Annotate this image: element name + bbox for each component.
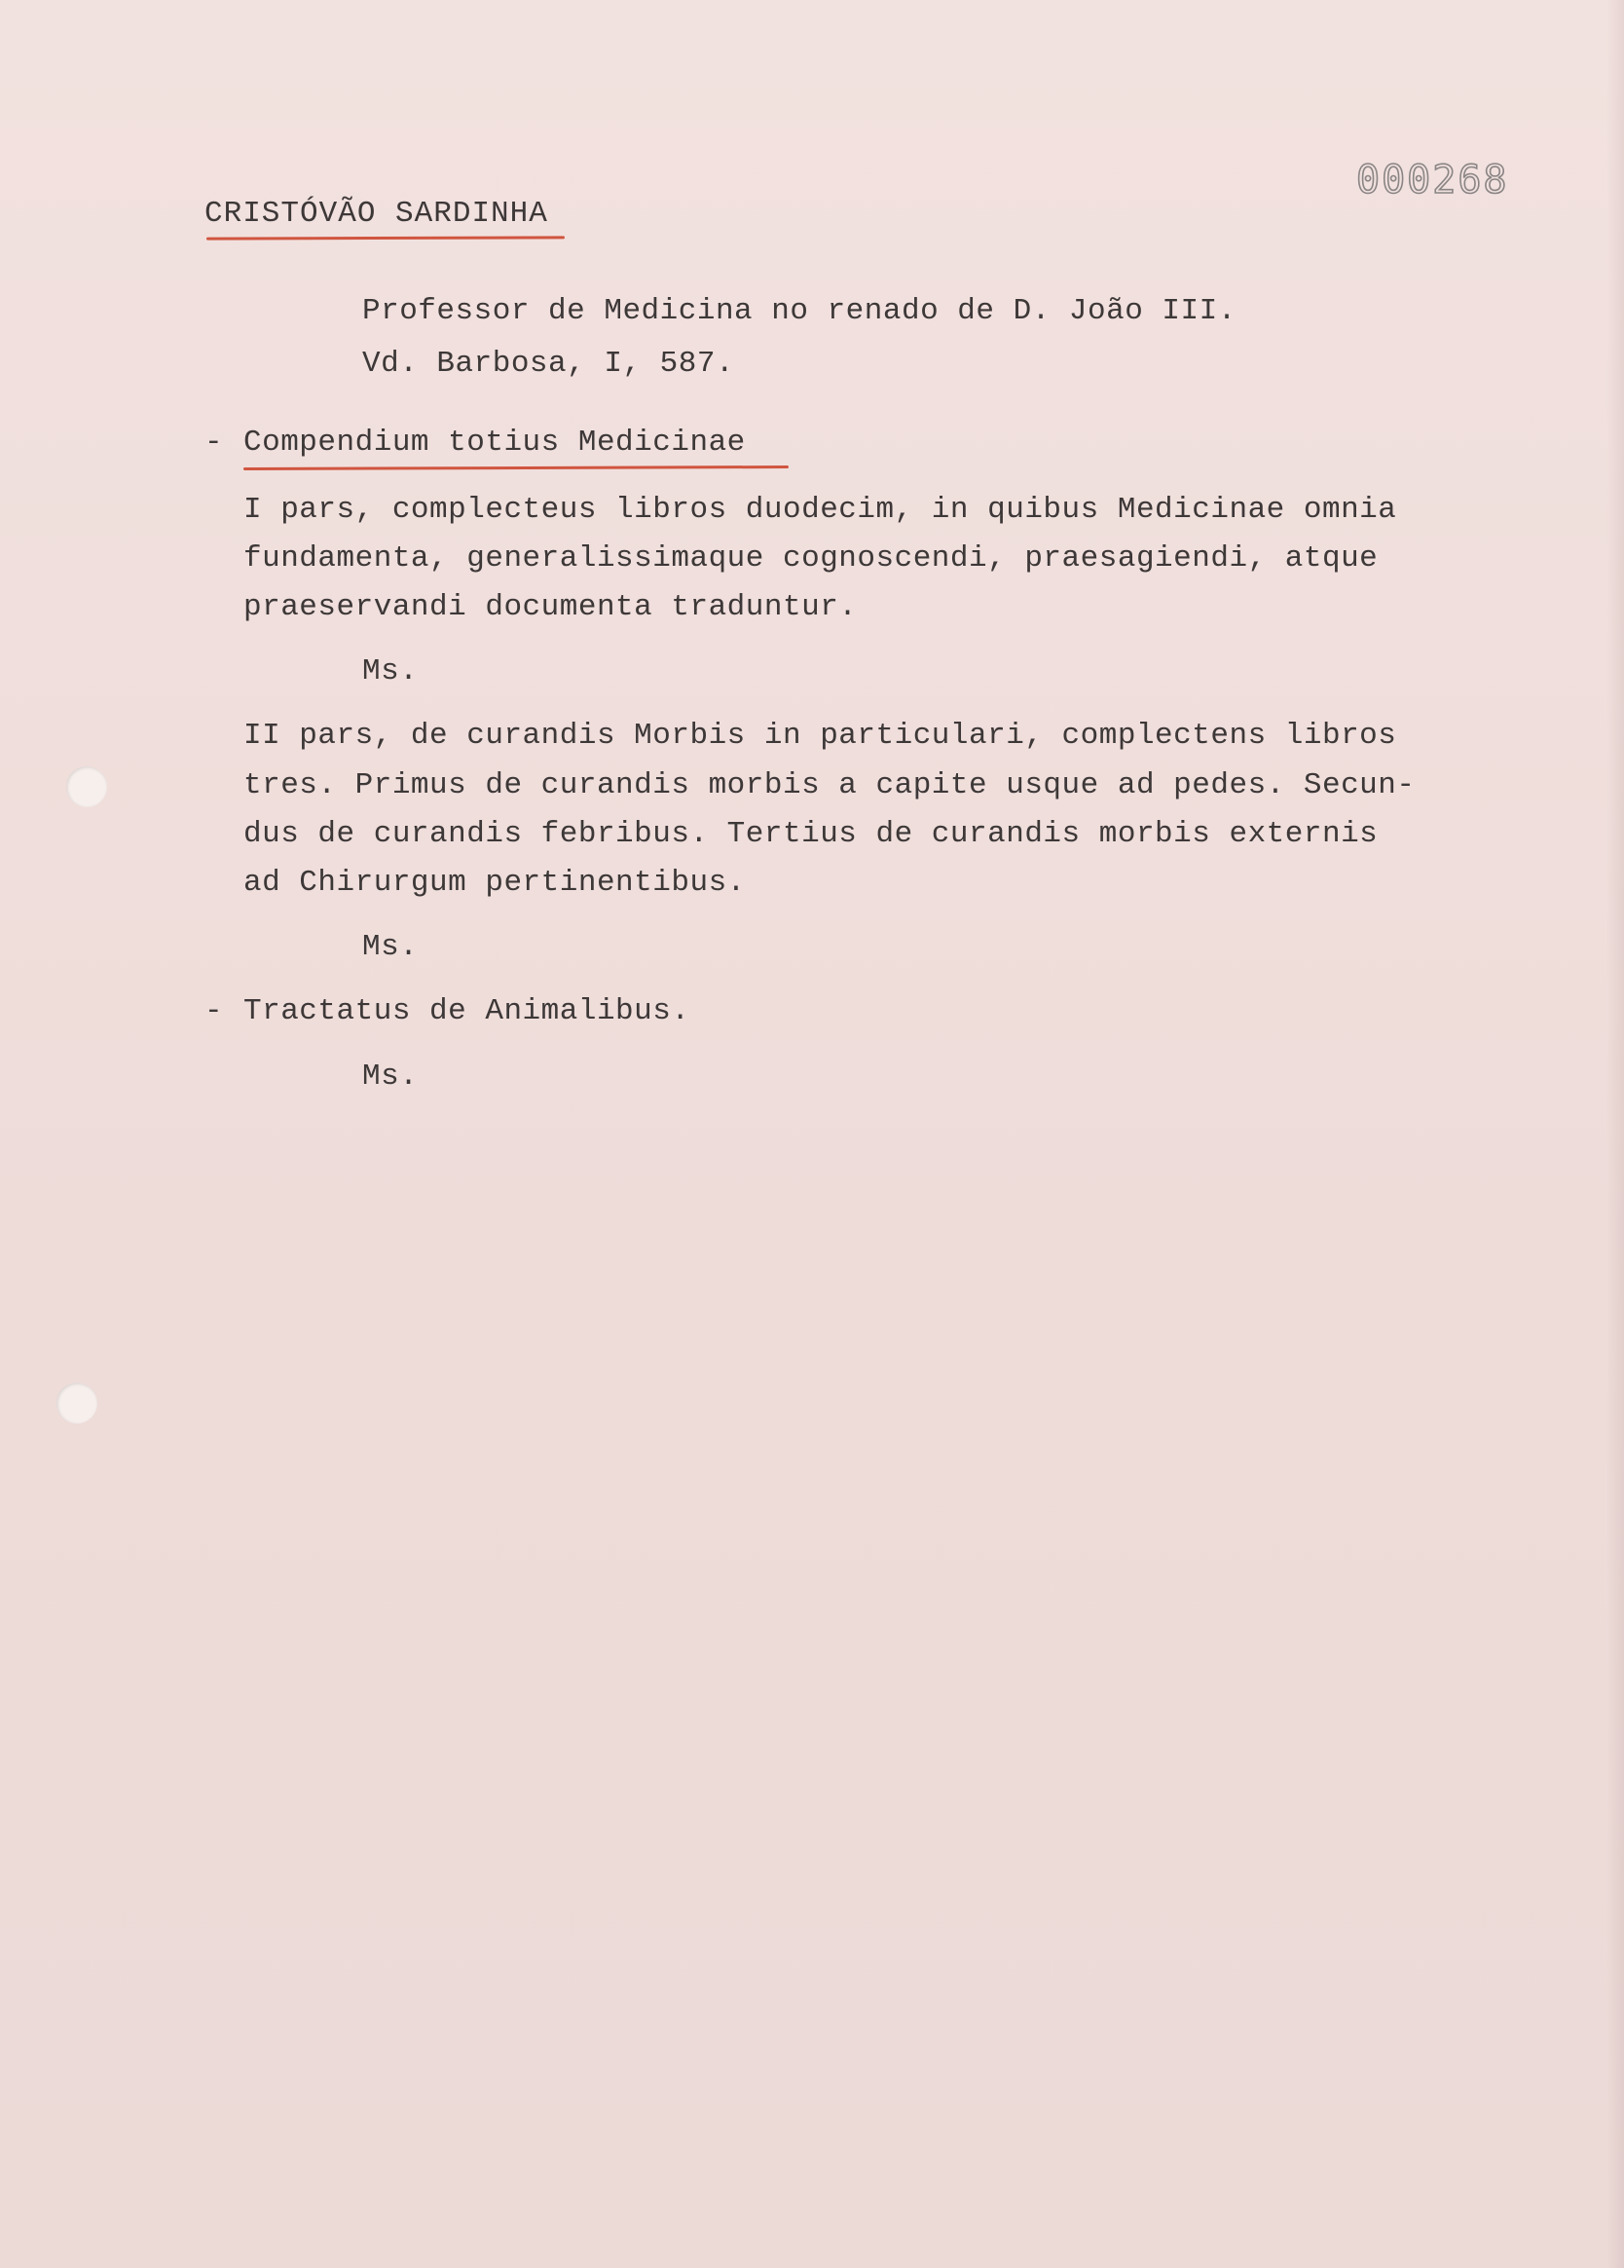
part1-line-2: fundamenta, generalissimaque cognoscendi, praesagiendi, atque — [243, 541, 1379, 576]
part1-line-3: praeservandi documenta traduntur. — [243, 590, 858, 624]
work-2-heading: Tractatus de Animalibus. — [243, 994, 690, 1028]
page-title: CRISTÓVÃO SARDINHA — [204, 197, 548, 231]
work-1-heading: Compendium totius Medicinae — [243, 426, 746, 460]
part2-note: Ms. — [362, 930, 419, 964]
work-2-note: Ms. — [362, 1060, 419, 1094]
part1-note: Ms. — [362, 654, 419, 688]
part2-line-2: tres. Primus de curandis morbis a capite usque ad pedes. Secun- — [243, 768, 1416, 802]
punch-hole-top — [66, 766, 107, 807]
work-2-dash: - — [204, 994, 224, 1028]
work-1-dash: - — [204, 426, 224, 460]
part1-line-1: I pars, complecteus libros duodecim, in quibus Medicinae omnia — [243, 493, 1397, 527]
stamp-number: 000268 — [1356, 158, 1509, 203]
heading-red-underline — [243, 465, 789, 470]
part2-line-4: ad Chirurgum pertinentibus. — [243, 866, 746, 900]
intro-line-1: Professor de Medicina no renado de D. João III. — [362, 294, 1236, 328]
intro-line-2: Vd. Barbosa, I, 587. — [362, 347, 735, 381]
part2-line-1: II pars, de curandis Morbis in particulari, complectens libros — [243, 719, 1397, 753]
title-red-underline — [206, 236, 565, 240]
part2-line-3: dus de curandis febribus. Tertius de curandis morbis externis — [243, 817, 1379, 851]
page-edge-shadow — [1606, 0, 1624, 2268]
punch-hole-bottom — [56, 1383, 97, 1424]
